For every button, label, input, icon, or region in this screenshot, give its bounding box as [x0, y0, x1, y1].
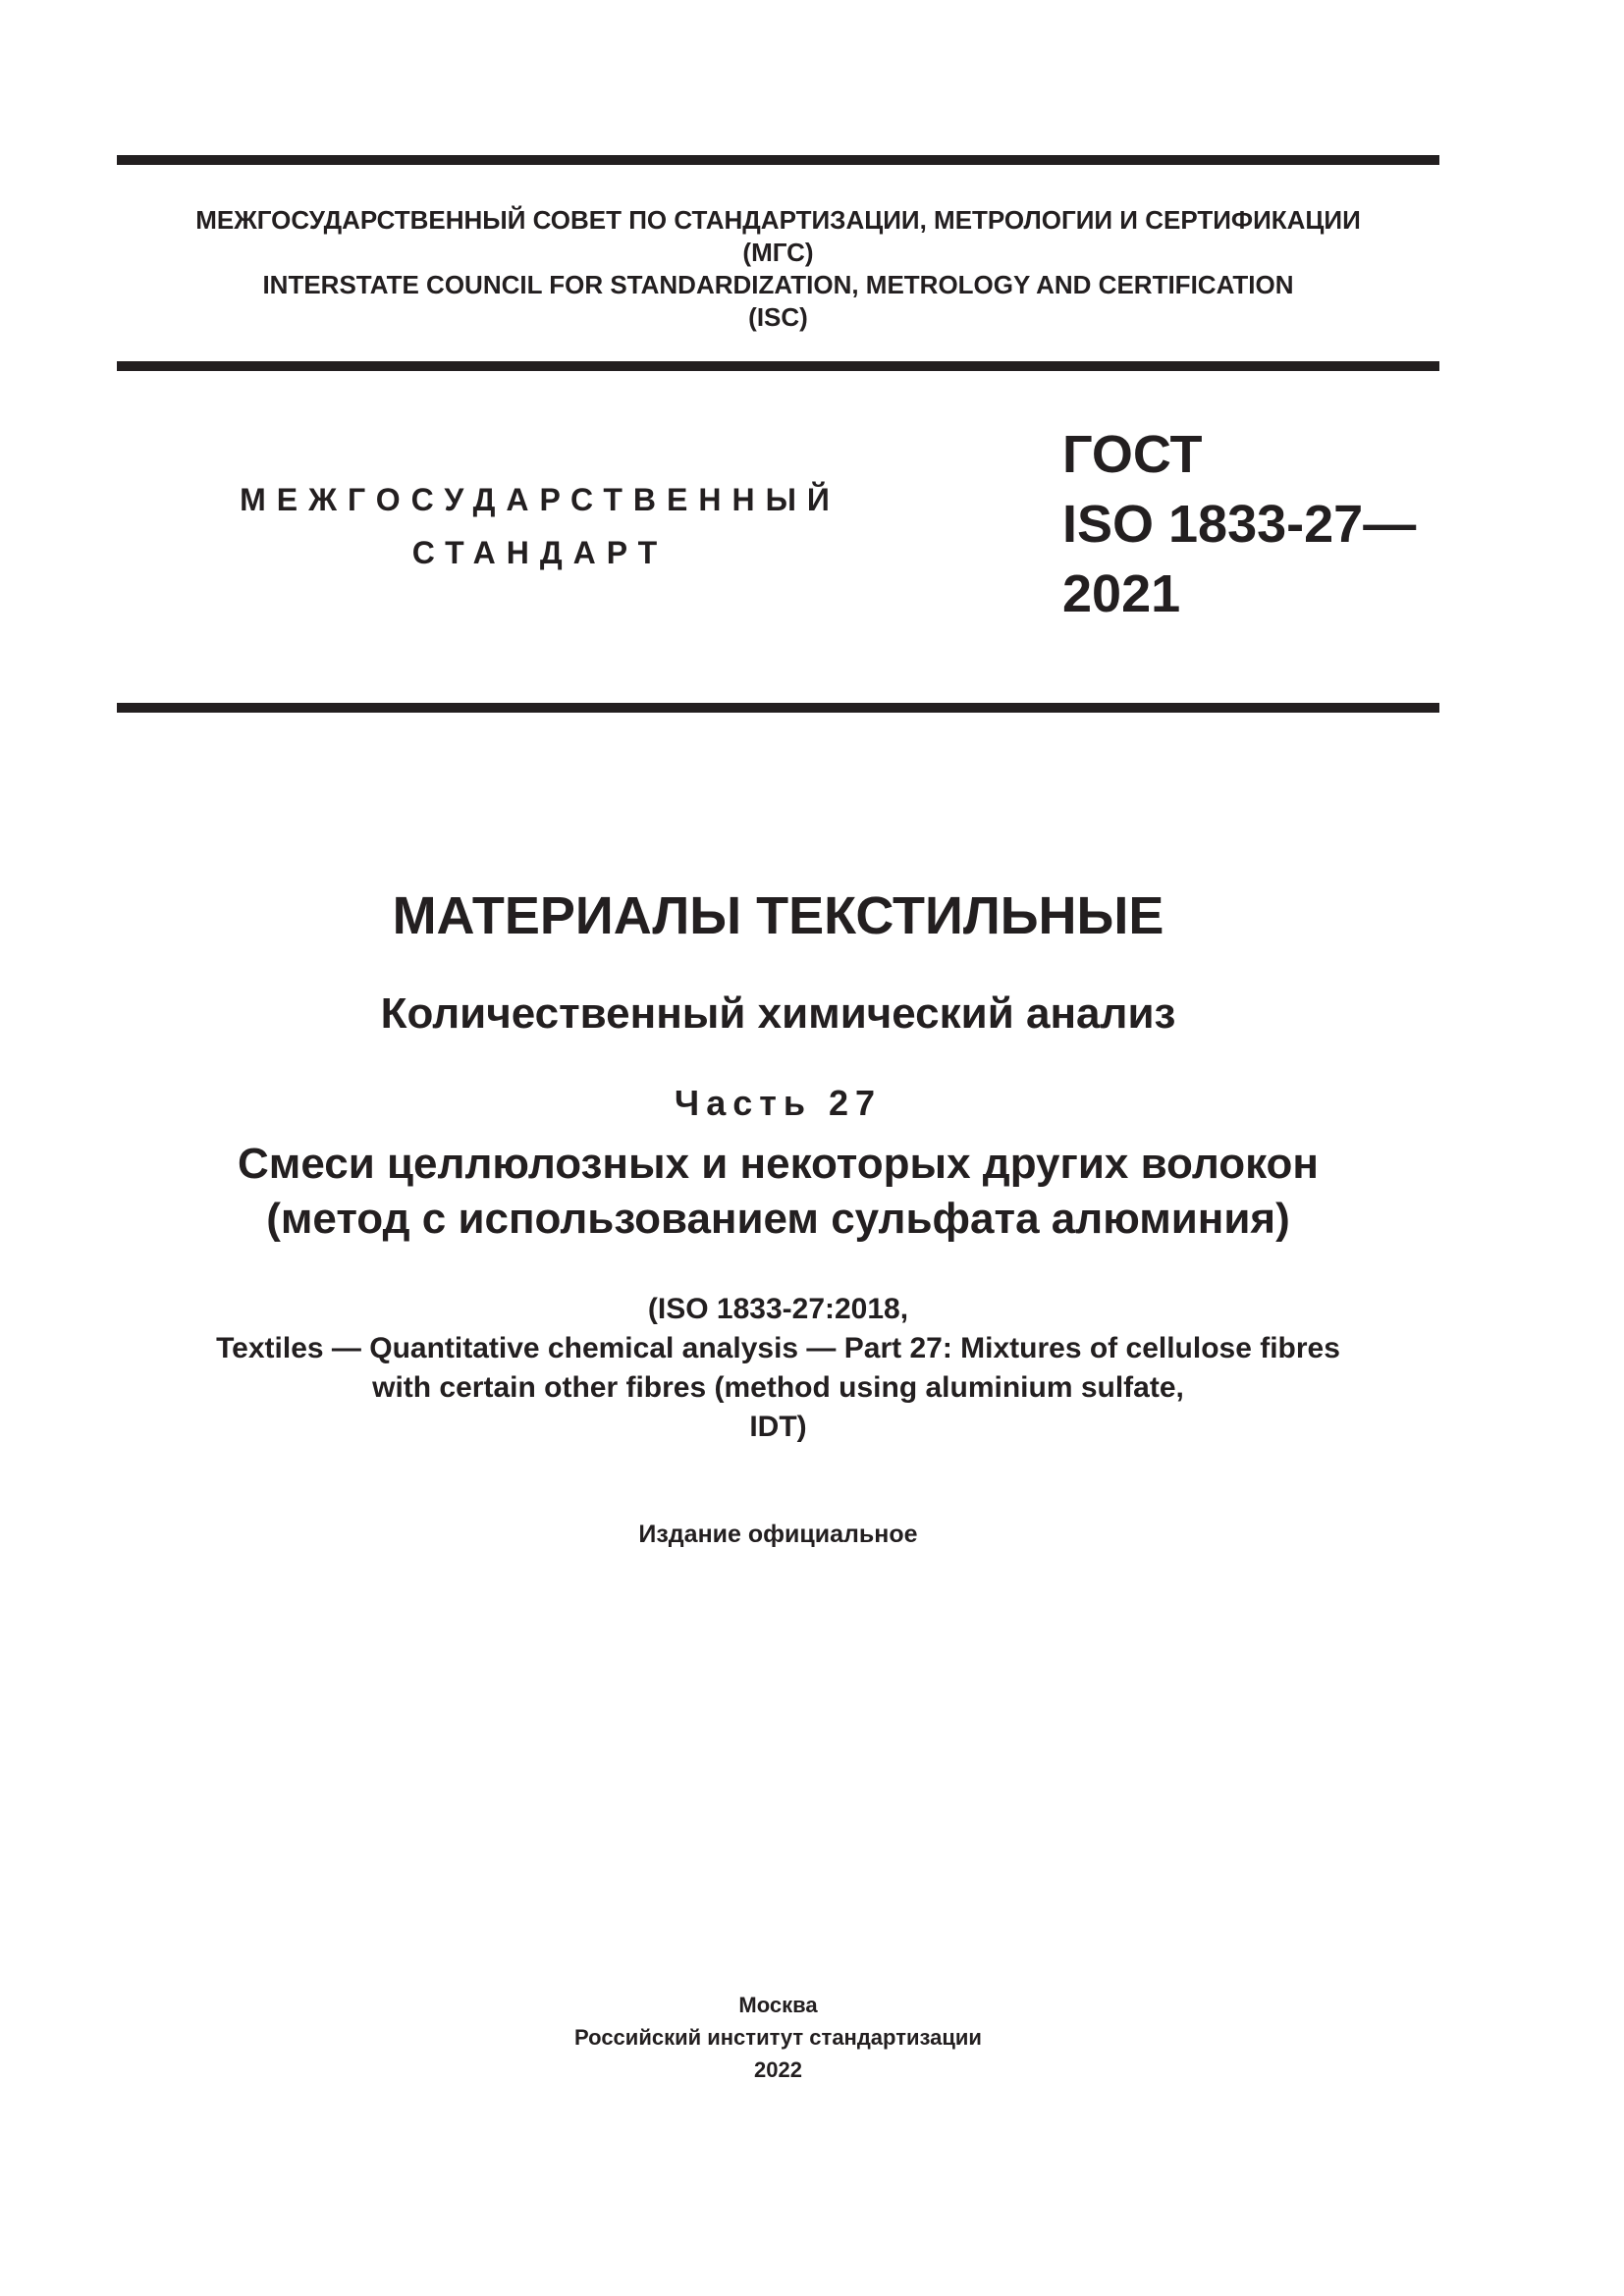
designation-line1: ГОСТ — [1062, 425, 1203, 484]
designation-line2: ISO 1833-27— — [1062, 495, 1417, 554]
main-title: МАТЕРИАЛЫ ТЕКСТИЛЬНЫЕ — [392, 886, 1164, 945]
iso-reference-line1: (ISO 1833-27:2018, — [647, 1293, 909, 1325]
publisher-block — [117, 1989, 1439, 2086]
council-name-ru: МЕЖГОСУДАРСТВЕННЫЙ СОВЕТ ПО СТАНДАРТИЗАЦИИ, МЕТРОЛОГИИ И СЕРТИФИКАЦИИ — [195, 205, 1361, 235]
iso-reference — [117, 1290, 1439, 1447]
iso-reference-line2: Textiles — Quantitative chemical analysis — Part 27: Mixtures of cellulose fibres — [216, 1332, 1340, 1364]
part-title-line2: (метод с использованием сульфата алюминия) — [266, 1195, 1290, 1243]
iso-reference-line4: IDT) — [749, 1411, 807, 1443]
council-divider — [117, 361, 1439, 371]
iso-reference-line3: with certain other fibres (method using aluminium sulfate, — [372, 1371, 1184, 1404]
standard-type-line1: МЕЖГОСУДАРСТВЕННЫЙ — [240, 482, 840, 517]
publisher-year: 2022 — [754, 2057, 802, 2082]
council-header — [117, 204, 1439, 334]
council-abbr-ru: (МГС) — [742, 238, 814, 267]
publisher-name: Российский институт стандартизации — [574, 2025, 982, 2050]
standard-designation — [1062, 420, 1416, 629]
standard-type — [196, 473, 884, 579]
publisher-city: Москва — [738, 1993, 818, 2017]
council-abbr-en: (ISC) — [748, 302, 808, 332]
standard-type-line2: СТАНДАРТ — [411, 535, 669, 570]
council-name-en: INTERSTATE COUNCIL FOR STANDARDIZATION, METROLOGY AND CERTIFICATION — [262, 270, 1294, 299]
part-number: Часть 27 — [674, 1083, 883, 1123]
designation-line3: 2021 — [1062, 564, 1181, 623]
part-title — [117, 1137, 1439, 1247]
header-divider — [117, 703, 1439, 713]
part-title-line1: Смеси целлюлозных и некоторых других волокон — [238, 1140, 1319, 1188]
subtitle: Количественный химический анализ — [380, 989, 1176, 1038]
top-divider — [117, 155, 1439, 165]
edition-label: Издание официальное — [638, 1521, 918, 1548]
